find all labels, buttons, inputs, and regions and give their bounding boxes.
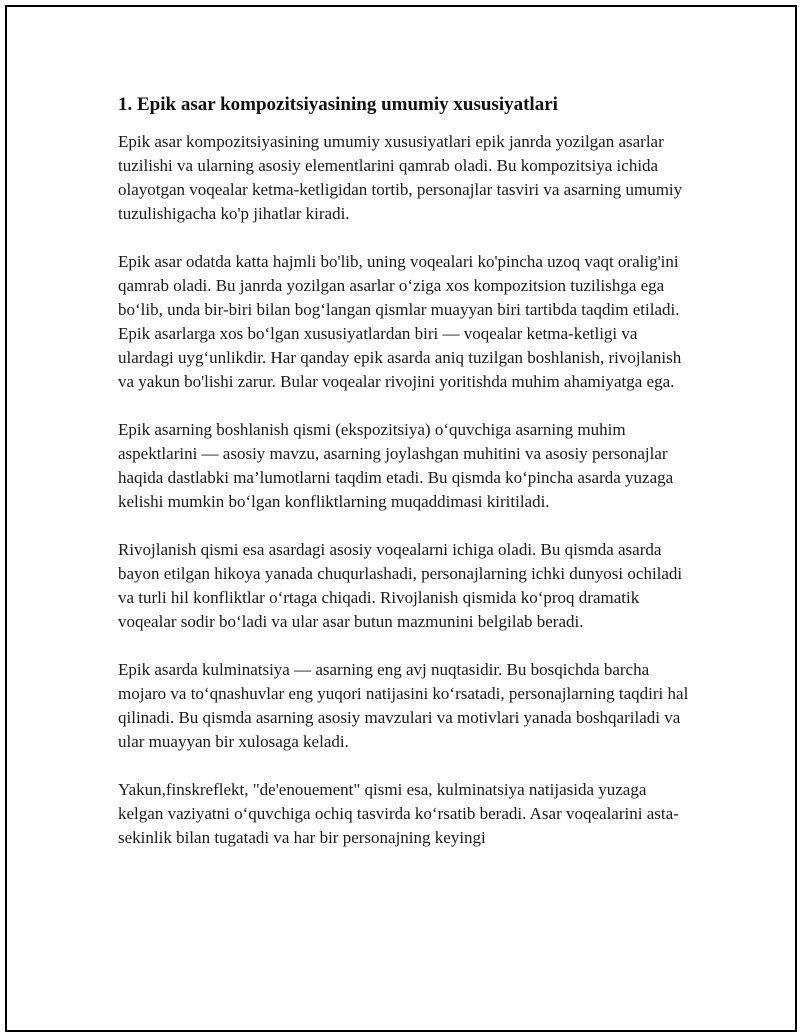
paragraph-development: Rivojlanish qismi esa asardagi asosiy voqealarni ichiga oladi. Bu qismda asarda bayon etilgan hikoya yanada chuqurlashadi, personajlarning ichki dunyosi ochiladi va turli hil konfliktlar o‘rtaga chiqadi. Rivojlanish qismida ko‘proq dramatik voqealar sodir bo‘ladi va ular asar butun mazmunini belgilab beradi.: [118, 540, 683, 631]
paragraph-denouement: Yakun,finskreflekt, "de'enouement" qismi esa, kulminatsiya natijasida yuzaga kelgan vaziyatni o‘quvchiga ochiq tasvirda ko‘rsatib beradi. Asar voqealarini asta-sekinlik bilan tugatadi va har bir personajning keyingi: [118, 780, 679, 847]
paragraph-intro: Epik asar kompozitsiyasining umumiy xususiyatlari epik janrda yozilgan asarlar tuzilishi va ularning asosiy elementlarini qamrab oladi. Bu kompozitsiya ichida olayotgan voqealar ketma-ketligidan tortib, personajlar tasviri va asarning umumiy tuzulishigacha ko'p jihatlar kiradi.: [118, 132, 683, 223]
section-heading: 1. Epik asar kompozitsiyasining umumiy xususiyatlari: [118, 94, 558, 115]
paragraph-exposition: Epik asarning boshlanish qismi (ekspozitsiya) o‘quvchiga asarning muhim aspektlarini — asosiy mavzu, asarning joylashgan muhitini va asosiy personajlar haqida dastlabki ma’lumotlarni taqdim etadi. Bu qismda ko‘pincha asarda yuzaga kelishi mumkin bo‘lgan konfliktlarning muqaddimasi kiritiladi.: [118, 420, 674, 511]
paragraph-climax: Epik asarda kulminatsiya — asarning eng avj nuqtasidir. Bu bosqichda barcha mojaro va to‘qnashuvlar eng yuqori natijasini ko‘rsatadi, personajlarning taqdiri hal qilinadi. Bu qismda asarning asosiy mavzulari va motivlari yanada boshqariladi va ular muayyan bir xulosaga keladi.: [118, 660, 689, 751]
document-body: [118, 92, 690, 874]
paragraph-epic-scope: Epik asar odatda katta hajmli bo'lib, uning voqealari ko'pincha uzoq vaqt oralig'ini qamrab oladi. Bu janrda yozilgan asarlar o‘ziga xos kompozitsion tuzilishga ega bo‘lib, unda bir-biri bilan bog‘langan qismlar muayyan biri tartibda taqdim etiladi. Epik asarlarga xos bo‘lgan xususiyatlardan biri — voqealar ketma-ketligi va ulardagi uyg‘unlikdir. Har qanday epik asarda aniq tuzilgan boshlanish, rivojlanish va yakun bo'lishi zarur. Bular voqealar rivojini yoritishda muhim ahamiyatga ega.: [118, 252, 682, 391]
